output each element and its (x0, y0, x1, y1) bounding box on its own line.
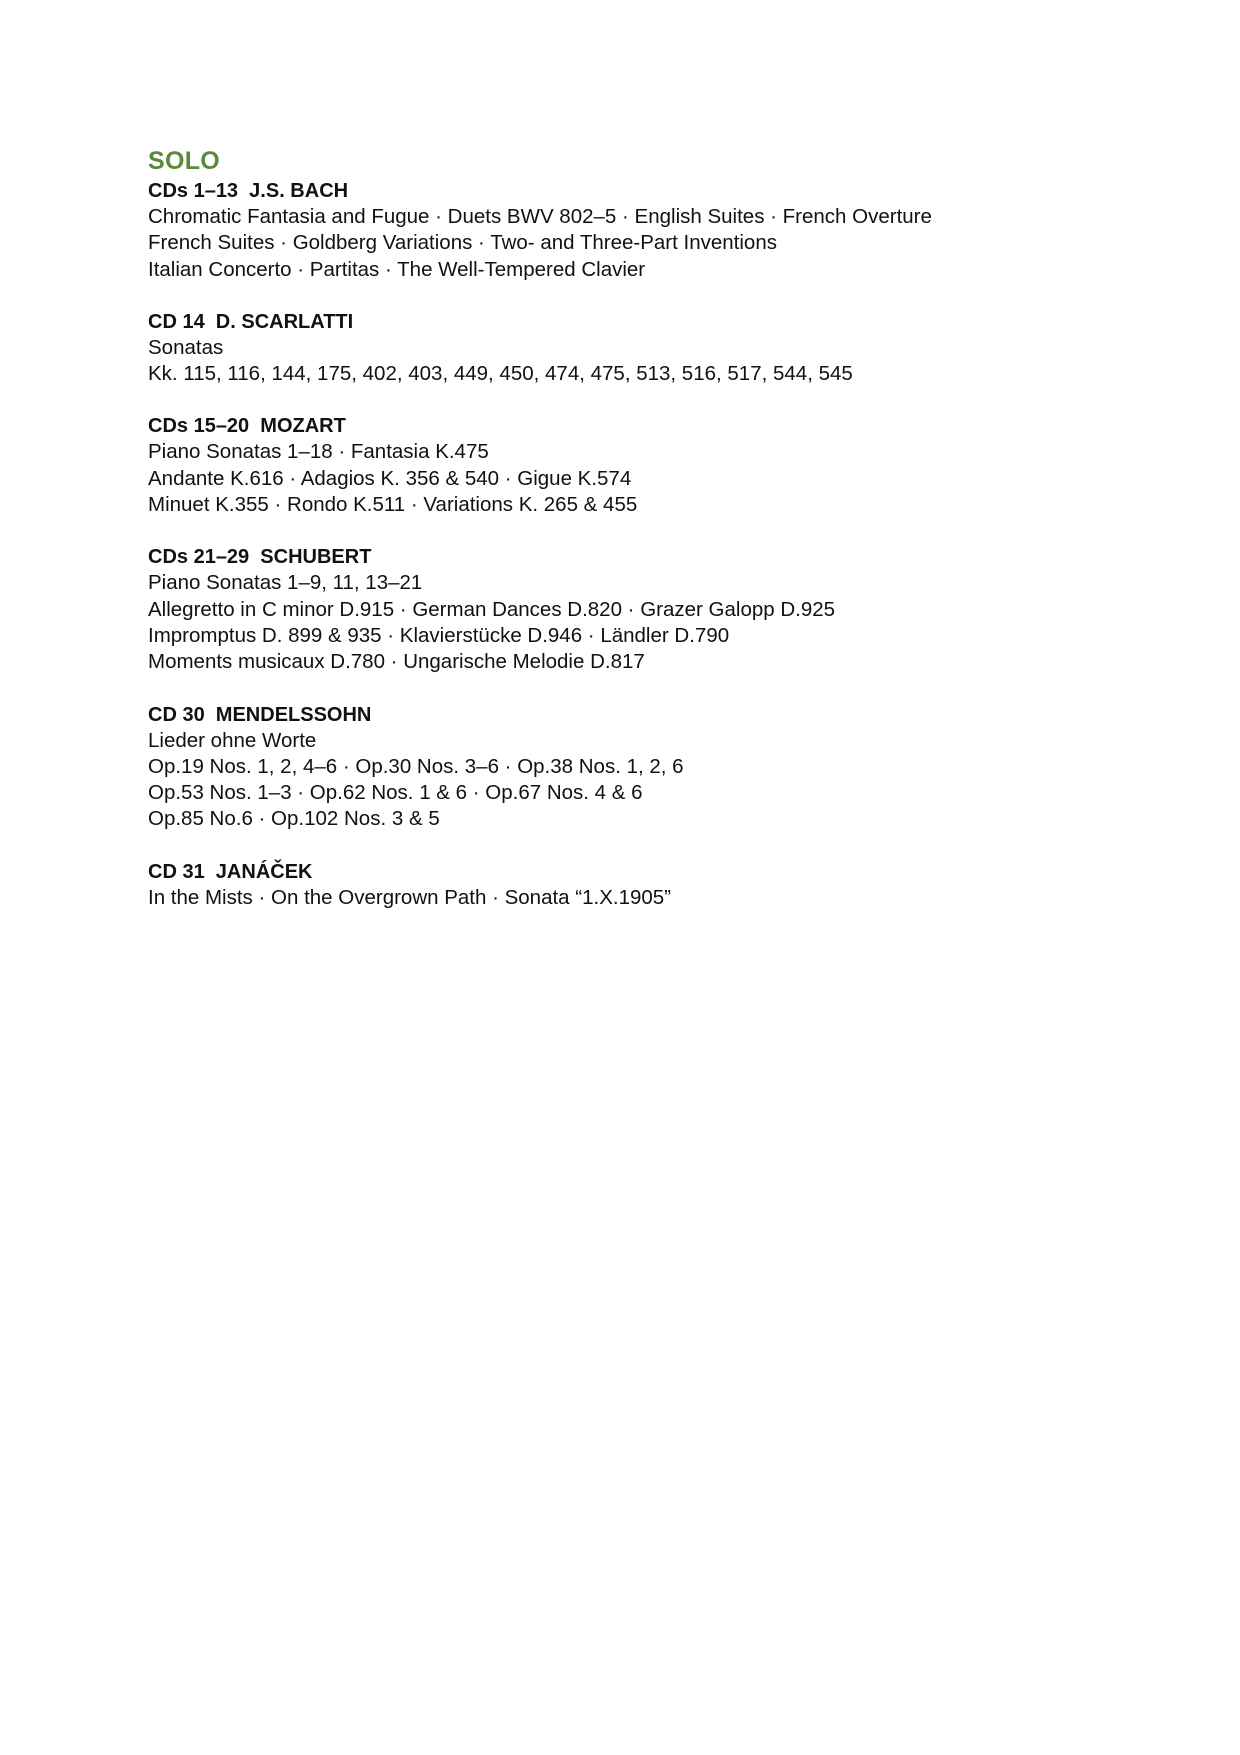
cd-line: Chromatic Fantasia and Fugue · Duets BWV 802–5 · English Suites · French Overture (148, 205, 932, 228)
cd-heading: CDs 21–29 SCHUBERT (148, 546, 372, 569)
cd-line: Op.53 Nos. 1–3 · Op.62 Nos. 1 & 6 · Op.67 Nos. 4 & 6 (148, 781, 643, 805)
cd-block-janacek (148, 859, 1148, 911)
cd-block-mozart (148, 413, 1148, 518)
cd-line: French Suites · Goldberg Variations · Two- and Three-Part Inventions (148, 231, 777, 255)
cd-heading: CDs 15–20 MOZART (148, 415, 346, 438)
cd-line: Moments musicaux D.780 · Ungarische Melodie D.817 (148, 650, 645, 674)
cd-heading: CD 31 JANÁČEK (148, 860, 313, 883)
cd-block-mendelssohn (148, 702, 1148, 833)
cd-line: Kk. 115, 116, 144, 175, 402, 403, 449, 450, 474, 475, 513, 516, 517, 544, 545 (148, 362, 853, 386)
cd-block-bach (148, 178, 1148, 283)
cd-line: Minuet K.355 · Rondo K.511 · Variations K. 265 & 455 (148, 493, 638, 517)
cd-heading: CD 14 D. SCARLATTI (148, 310, 354, 333)
cd-heading: CDs 1–13 J.S. BACH (148, 180, 349, 202)
cd-line: Lieder ohne Worte (148, 728, 317, 752)
cd-line: In the Mists · On the Overgrown Path · Sonata “1.X.1905” (148, 885, 672, 909)
cd-line: Impromptus D. 899 & 935 · Klavierstücke D.946 · Ländler D.790 (148, 623, 730, 647)
cd-line: Op.19 Nos. 1, 2, 4–6 · Op.30 Nos. 3–6 · Op.38 Nos. 1, 2, 6 (148, 754, 684, 778)
section-title: SOLO (148, 147, 221, 175)
cd-block-scarlatti (148, 309, 1148, 388)
cd-line: Piano Sonatas 1–18 · Fantasia K.475 (148, 440, 489, 464)
cd-line: Op.85 No.6 · Op.102 Nos. 3 & 5 (148, 807, 440, 831)
cd-line: Italian Concerto · Partitas · The Well-Tempered Clavier (148, 257, 646, 281)
cd-line: Andante K.616 · Adagios K. 356 & 540 · Gigue K.574 (148, 466, 632, 490)
cd-heading: CD 30 MENDELSSOHN (148, 703, 372, 726)
cd-line: Sonatas (148, 335, 224, 359)
cd-line: Allegretto in C minor D.915 · German Dances D.820 · Grazer Galopp D.925 (148, 597, 836, 621)
cd-block-schubert (148, 544, 1148, 675)
track-listing-page (148, 146, 1148, 937)
cd-line: Piano Sonatas 1–9, 11, 13–21 (148, 571, 423, 595)
